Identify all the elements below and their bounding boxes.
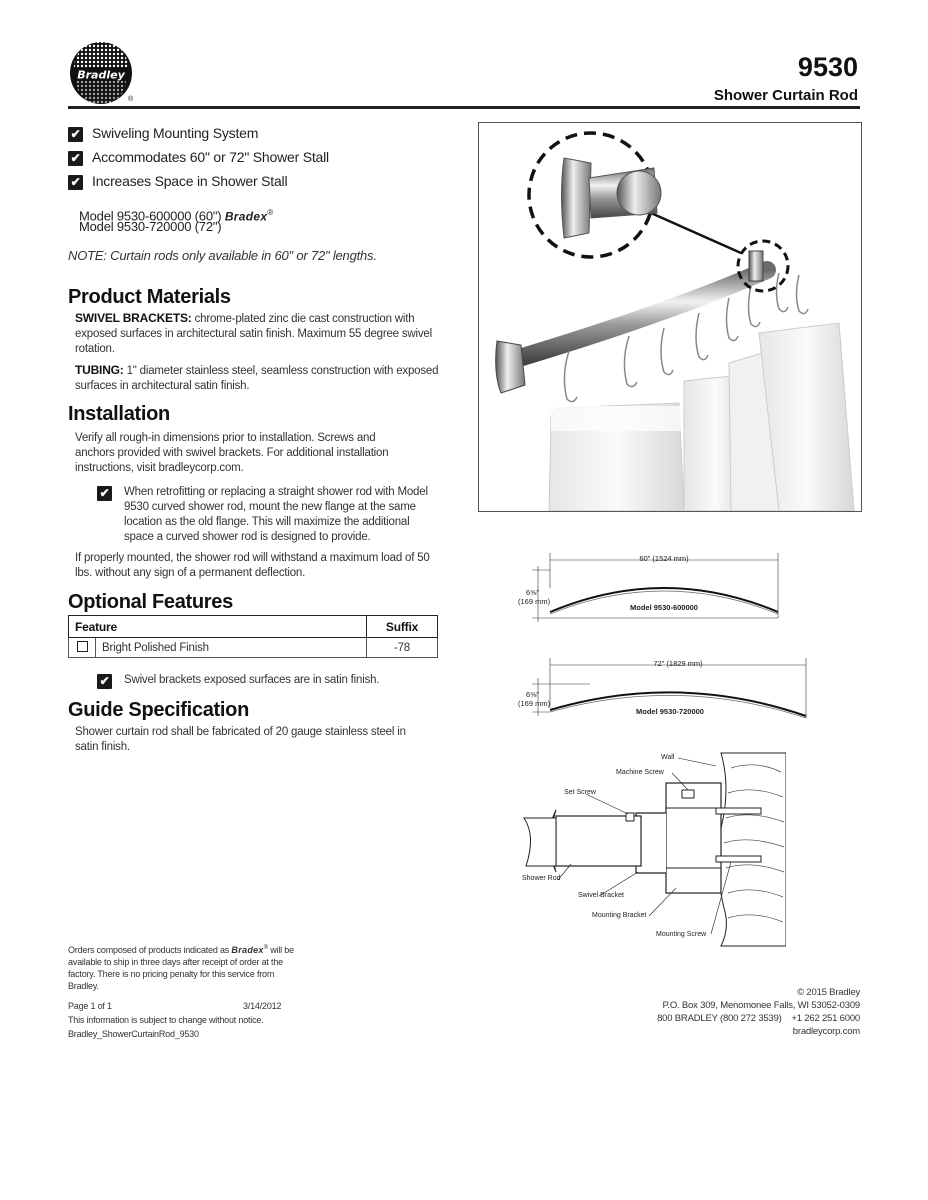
label-mounting-screw: Mounting Screw (656, 931, 707, 938)
document-title: Shower Curtain Rod (713, 87, 858, 104)
feature-cell: Bright Polished Finish (96, 638, 367, 658)
product-photo (478, 122, 862, 512)
guide-spec-text: Shower curtain rod shall be fabricated of 20 gauge stainless steel in satin finish. (75, 726, 406, 753)
optional-features-table (68, 615, 438, 658)
svg-text:Bradley: Bradley (77, 68, 125, 82)
guide-spec-heading: Guide Specification (68, 699, 249, 721)
rise-mm-label-60: (169 mm) (518, 597, 551, 606)
checkmark-icon: ✔ (68, 151, 83, 166)
checkmark-icon: ✔ (97, 486, 112, 501)
phone-numbers: 800 BRADLEY (800 272 3539) +1 262 251 6000 (657, 1013, 860, 1024)
disclaimer: This information is subject to change without notice. (68, 1015, 264, 1025)
header-divider (68, 106, 860, 109)
option-checkbox[interactable] (69, 638, 96, 658)
rise-label-72: 6⅝" (526, 690, 540, 699)
installation-heading: Installation (68, 403, 170, 425)
suffix-cell: -78 (367, 638, 438, 658)
label-mounting-bracket: Mounting Bracket (592, 912, 647, 919)
load-text: If properly mounted, the shower rod will withstand a maximum load of 50 lbs. without any sign of a permanent deflection. (75, 552, 430, 579)
model-72: Model 9530-720000 (72") (79, 219, 222, 234)
label-swivel-bracket: Swivel Bracket (578, 892, 624, 899)
width-label-60: 60" (1524 mm) (639, 554, 689, 563)
bradex-footnote: Orders composed of products indicated as Bradex® will be available to ship in three days after receipt of order at the factory. There is no pricing penalty for this service from Bradley. (68, 945, 294, 991)
installation-text: Verify all rough-in dimensions prior to installation. Screws and anchors provided with swivel brackets. For additional installation instructions, visit bradleycorp.com. (75, 432, 389, 474)
file-name: Bradley_ShowerCurtainRod_9530 (68, 1029, 199, 1039)
model-label-60: Model 9530-600000 (630, 603, 698, 612)
mounting-detail-drawing (516, 748, 786, 948)
checkmark-icon: ✔ (68, 127, 83, 142)
label-shower-rod: Shower Rod (522, 875, 561, 882)
feature-item: ✔ Swiveling Mounting System (68, 125, 258, 142)
label-wall: Wall (661, 754, 675, 761)
address: P.O. Box 309, Menomonee Falls, WI 53052-0309 (662, 1000, 860, 1011)
model-number: 9530 (797, 52, 858, 82)
model-label-72: Model 9530-720000 (636, 707, 704, 716)
rise-label-60: 6⅝" (526, 588, 540, 597)
width-label-72: 72" (1829 mm) (653, 659, 703, 668)
page-number: Page 1 of 1 (68, 1001, 112, 1011)
feature-item: ✔ Increases Space in Shower Stall (68, 173, 287, 190)
column-header-feature: Feature (69, 616, 367, 638)
checkmark-icon: ✔ (68, 175, 83, 190)
bradex-badge: Bradex (224, 209, 268, 224)
label-set-screw: Set Screw (564, 789, 596, 796)
rise-mm-label-72: (169 mm) (518, 699, 551, 708)
document-date: 3/14/2012 (243, 1001, 282, 1011)
checkmark-icon: ✔ (97, 674, 112, 689)
label-machine-screw: Machine Screw (616, 769, 664, 776)
table-row (69, 638, 438, 658)
swivel-brackets-text: SWIVEL BRACKETS: chrome-plated zinc die cast construction with exposed surfaces in architectural satin finish. Maximum 55 degree swivel rotation. (75, 311, 432, 355)
optional-features-heading: Optional Features (68, 591, 233, 613)
column-header-suffix: Suffix (367, 616, 438, 638)
length-note: NOTE: Curtain rods only available in 60" or 72" lengths. (68, 248, 377, 263)
tubing-text: TUBING: 1" diameter stainless steel, seamless construction with exposed surfaces in architectural satin finish. (75, 363, 439, 392)
rod-dimension-drawings (510, 548, 810, 738)
retrofit-note: ✔ When retrofitting or replacing a straight shower rod with Model 9530 curved shower rod, mount the new flange at the same location as the old flange. This will maximize the additional space a curved shower rod is designed to provide. (97, 485, 442, 545)
feature-item: ✔ Accommodates 60" or 72" Shower Stall (68, 149, 329, 166)
satin-finish-note: ✔ Swivel brackets exposed surfaces are in satin finish. (97, 673, 417, 691)
product-materials-heading: Product Materials (68, 286, 231, 308)
bradley-logo: Bradley ® (68, 40, 134, 106)
copyright: © 2015 Bradley (797, 987, 860, 998)
website-link[interactable]: bradleycorp.com (792, 1026, 860, 1037)
model-60: Model 9530-600000 (60") Bradex® (79, 208, 274, 224)
